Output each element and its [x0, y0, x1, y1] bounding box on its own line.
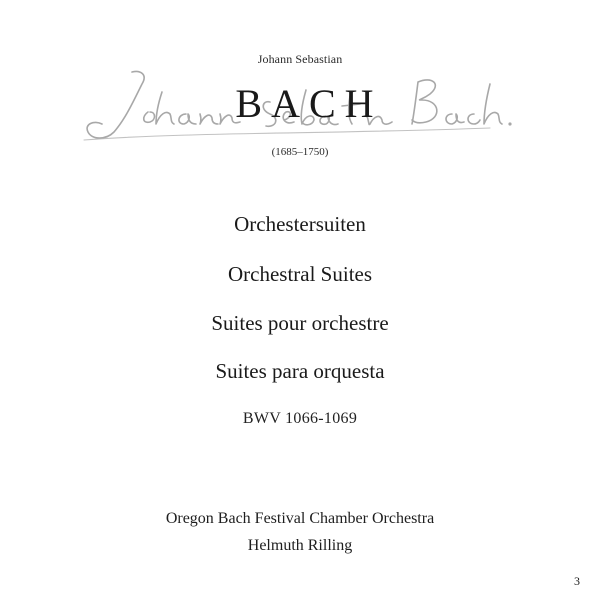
- performer-conductor: Helmuth Rilling: [247, 537, 353, 554]
- title-french: Suites pour orchestre: [211, 311, 389, 335]
- composer-first-names: Johann Sebastian: [257, 52, 343, 66]
- performer-orchestra: Oregon Bach Festival Chamber Orchestra: [165, 510, 435, 527]
- title-spanish: Suites para orquesta: [215, 359, 385, 383]
- life-dates: (1685–1750): [271, 146, 329, 158]
- title-german: Orchestersuiten: [234, 212, 366, 236]
- catalogue-number: BWV 1066-1069: [242, 410, 358, 427]
- page-number: 3: [574, 574, 580, 588]
- composer-surname: BACH: [235, 81, 383, 126]
- title-english: Orchestral Suites: [227, 262, 373, 286]
